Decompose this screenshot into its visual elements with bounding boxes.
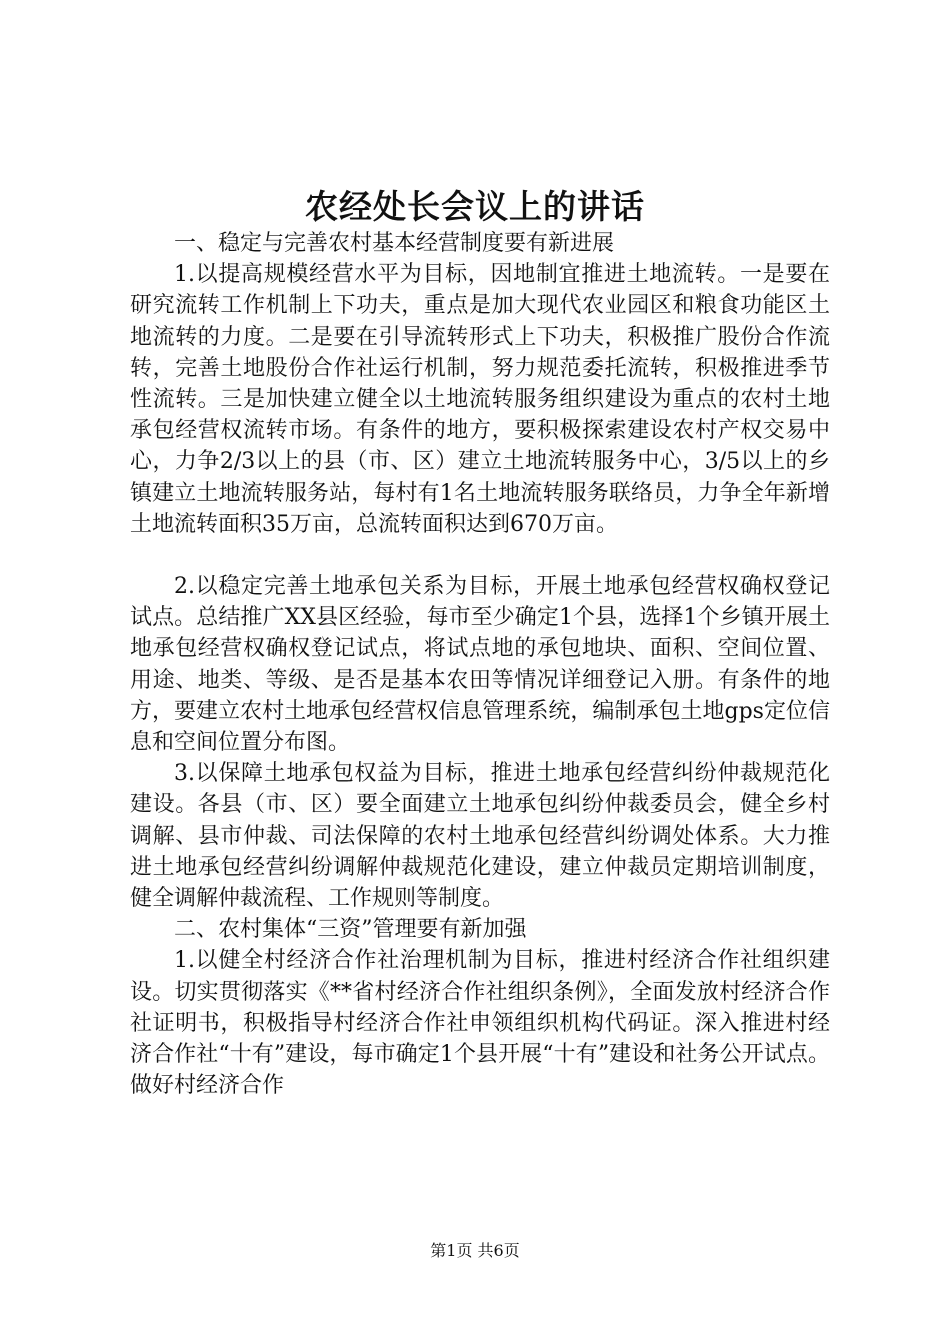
page-footer: 第1页 共6页 (430, 1241, 520, 1260)
section-heading-2: 二、农村集体“三资”管理要有新加强 (174, 917, 527, 943)
paragraph-1-1: 1.以提高规模经营水平为目标，因地制宜推进土地流转。一是要在研究流转工作机制上下功夫，重点是加大现代农业园区和粮食功能区土地流转的力度。二是要在引导流转形式上下功夫，积极推广股份合作流转，完善土地股份合作社运行机制，努力规范委托流转，积极推进季节性流转。三是加快建立健全以土地流转服务组织建设为重点的农村土地承包经营权流转市场。有条件的地方，要积极探索建设农村产权交易中心，力争2/3以上的县（市、区）建立土地流转服务中心，3/5以上的乡镇建立土地流转服务站，每村有1名土地流转服务联络员，力争全年新增土地流转面积35万亩，总流转面积达到670万亩。 (130, 262, 830, 537)
document-body (130, 228, 830, 1101)
document-title: 农经处长会议上的讲话 (305, 187, 645, 226)
paragraph-2-1: 1.以健全村经济合作社治理机制为目标，推进村经济合作社组织建设。切实贯彻落实《**省村经济合作社组织条例》，全面发放村经济合作社证明书，积极指导村经济合作社申领组织机构代码证。深入推进村经济合作社“十有”建设，每市确定1个县开展“十有”建设和社务公开试点。做好村经济合作 (130, 948, 830, 1099)
paragraph-1-2: 2.以稳定完善土地承包关系为目标，开展土地承包经营权确权登记试点。总结推广XX县区经验，每市至少确定1个县，选择1个乡镇开展土地承包经营权确权登记试点，将试点地的承包地块、面积、空间位置、用途、地类、等级、是否是基本农田等情况详细登记入册。有条件的地方，要建立农村土地承包经营权信息管理系统，编制承包土地gps定位信息和空间位置分布图。 (130, 574, 830, 756)
section-heading-1: 一、稳定与完善农村基本经营制度要有新进展 (174, 231, 615, 256)
paragraph-1-3: 3.以保障土地承包权益为目标，推进土地承包经营纠纷仲裁规范化建设。各县（市、区）要全面建立土地承包纠纷仲裁委员会，健全乡村调解、县市仲裁、司法保障的农村土地承包经营纠纷调处体系。大力推进土地承包经营纠纷调解仲裁规范化建设，建立仲裁员定期培训制度，健全调解仲裁流程、工作规则等制度。 (130, 761, 830, 912)
